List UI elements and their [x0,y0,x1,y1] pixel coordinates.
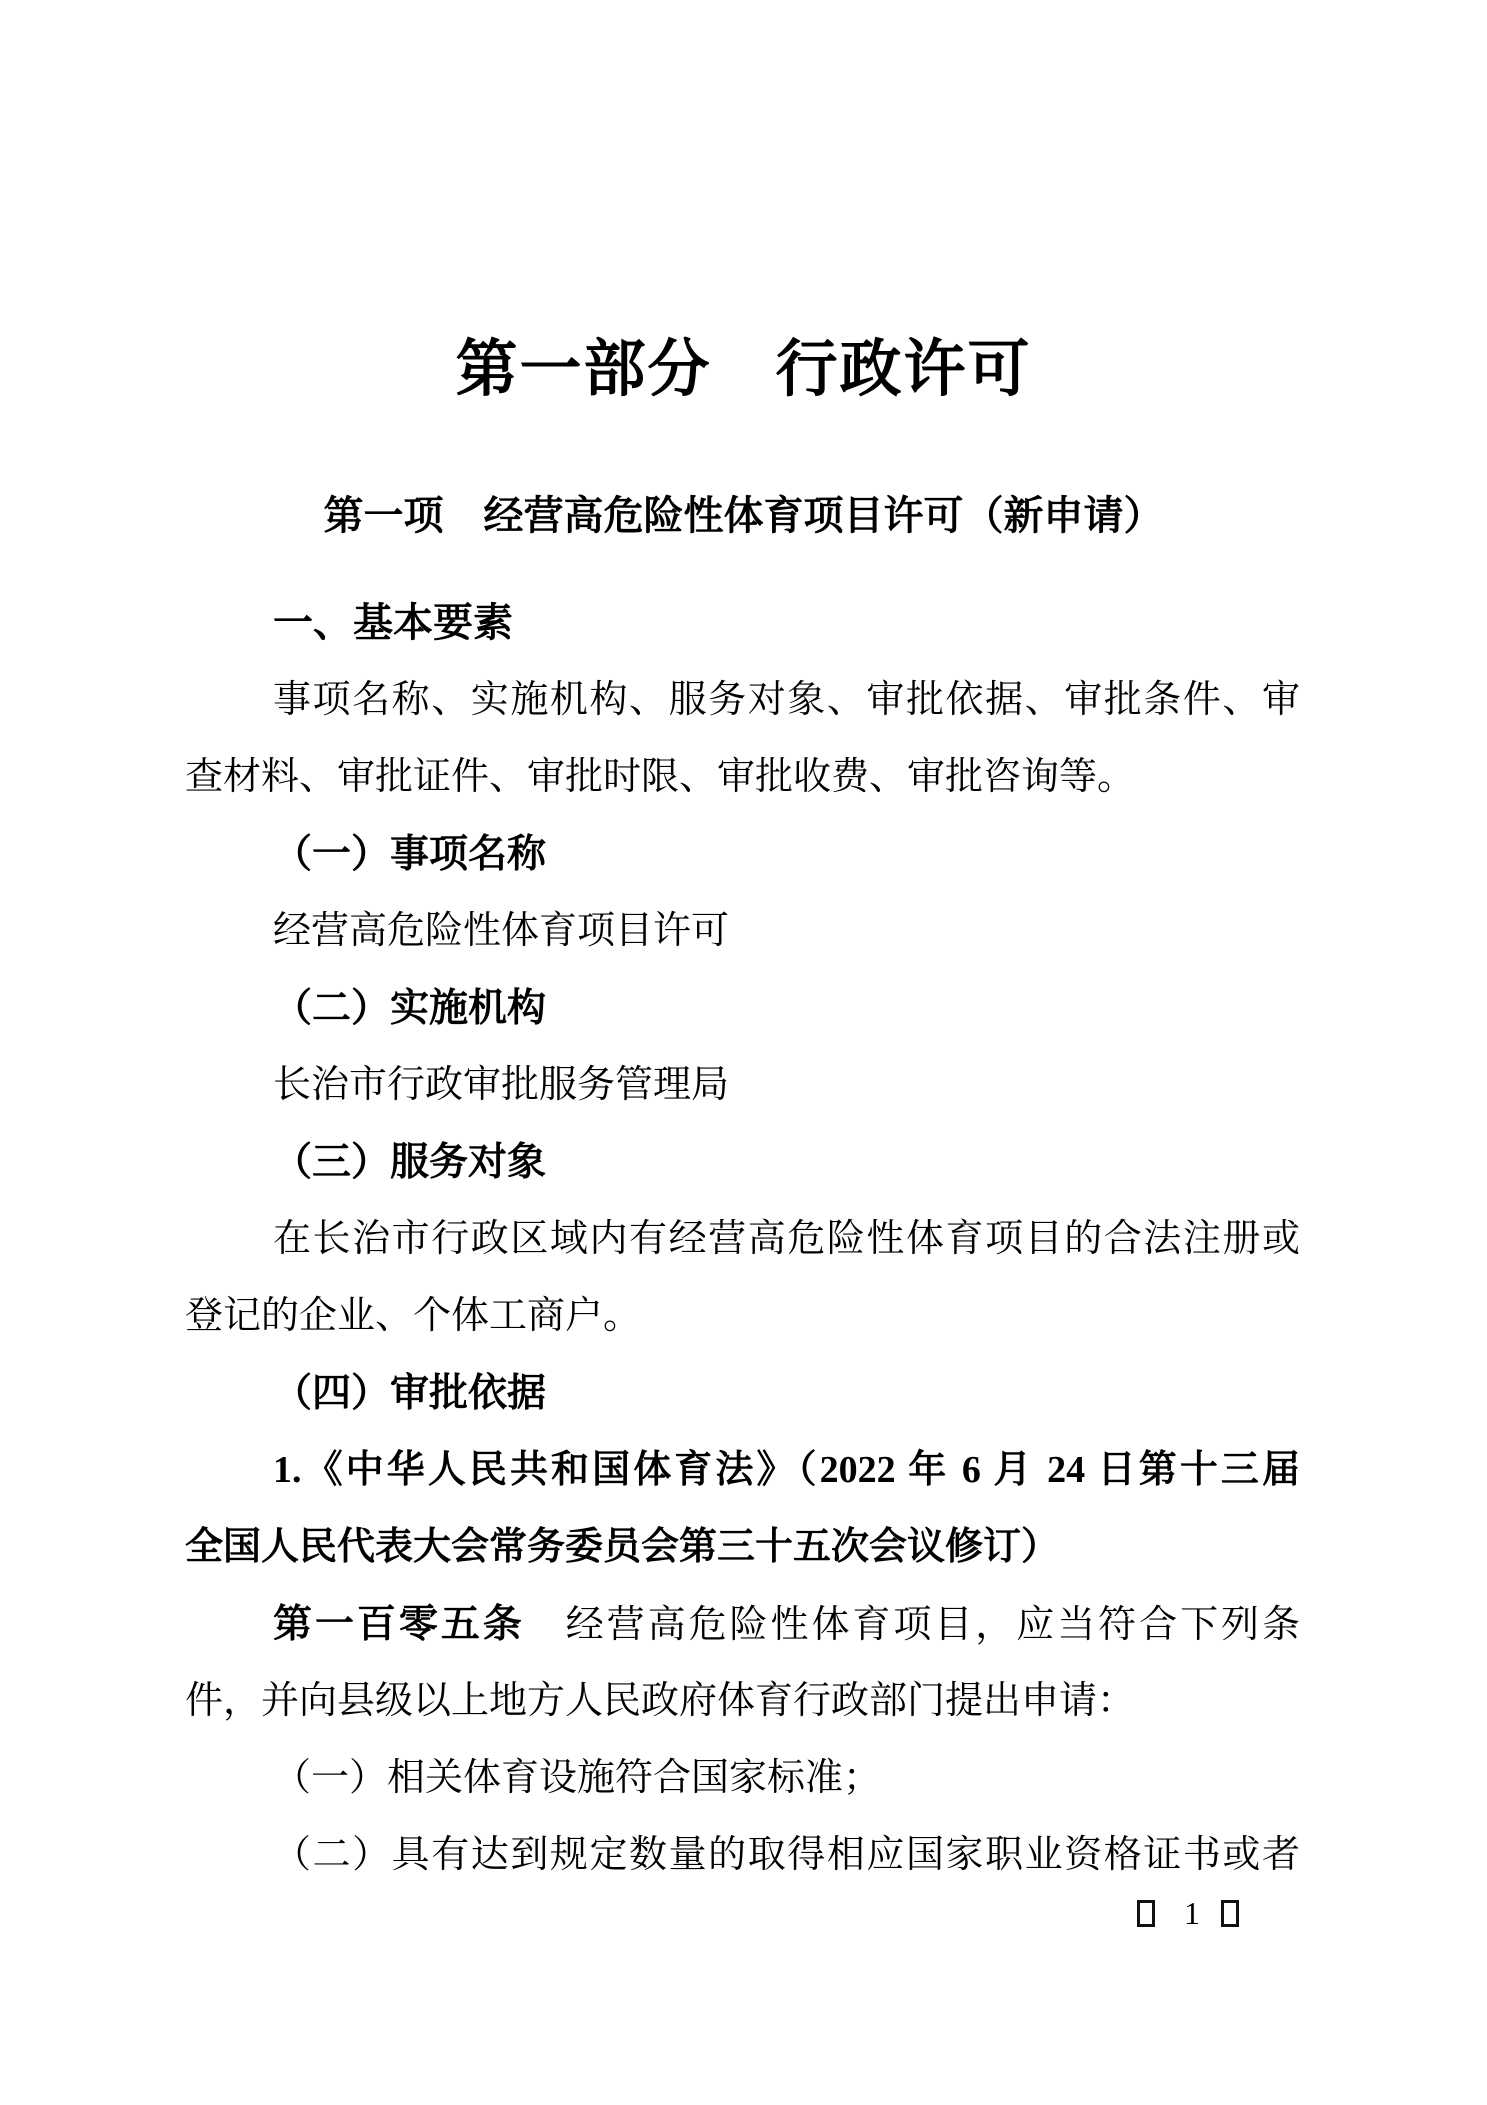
part-title: 第一部分 行政许可 [455,336,1032,404]
subheading-implementing-agency: （二）实施机构 [273,987,547,1030]
service-target-line-1: 在长治市行政区域内有经营高危险性体育项目的合法注册或 [273,1218,1300,1260]
item-subtitle: 第一项 经营高危险性体育项目许可（新申请） [323,494,1164,538]
basis-law-line-2: 全国人民代表大会常务委员会第三十五次会议修订） [185,1526,1060,1568]
section-heading-basic-elements: 一、基本要素 [273,601,513,645]
page-number: 1 [1184,1895,1200,1931]
subheading-approval-basis: （四）审批依据 [273,1372,547,1415]
article-line-1-text: 经营高危险性体育项目，应当符合下列条 [524,1604,1300,1646]
document-body [185,585,1300,1894]
page-footer [1137,1895,1239,1931]
article-105-line-1 [185,1586,1300,1663]
article-condition-1: （一）相关体育设施符合国家标准； [273,1757,882,1799]
article-105-line-2: 件，并向县级以上地方人民政府体育行政部门提出申请： [185,1680,1136,1722]
item-name-value: 经营高危险性体育项目许可 [273,910,730,952]
agency-value: 长治市行政审批服务管理局 [273,1064,730,1106]
subheading-item-name: （一）事项名称 [273,833,547,876]
paragraph-elements-line-1: 事项名称、实施机构、服务对象、审批依据、审批条件、审 [273,679,1300,721]
service-target-line-2: 登记的企业、个体工商户。 [185,1295,642,1337]
subheading-service-target: （三）服务对象 [273,1141,547,1184]
tofu-box-icon [1221,1900,1239,1927]
paragraph-elements-line-2: 查材料、审批证件、审批时限、审批收费、审批咨询等。 [185,756,1136,798]
tofu-box-icon [1137,1900,1155,1927]
basis-law-line-1: 1.《中华人民共和国体育法》（2022 年 6 月 24 日第十三届 [273,1449,1300,1491]
article-number: 第一百零五条 [273,1603,525,1646]
article-condition-2: （二）具有达到规定数量的取得相应国家职业资格证书或者 [273,1834,1300,1876]
